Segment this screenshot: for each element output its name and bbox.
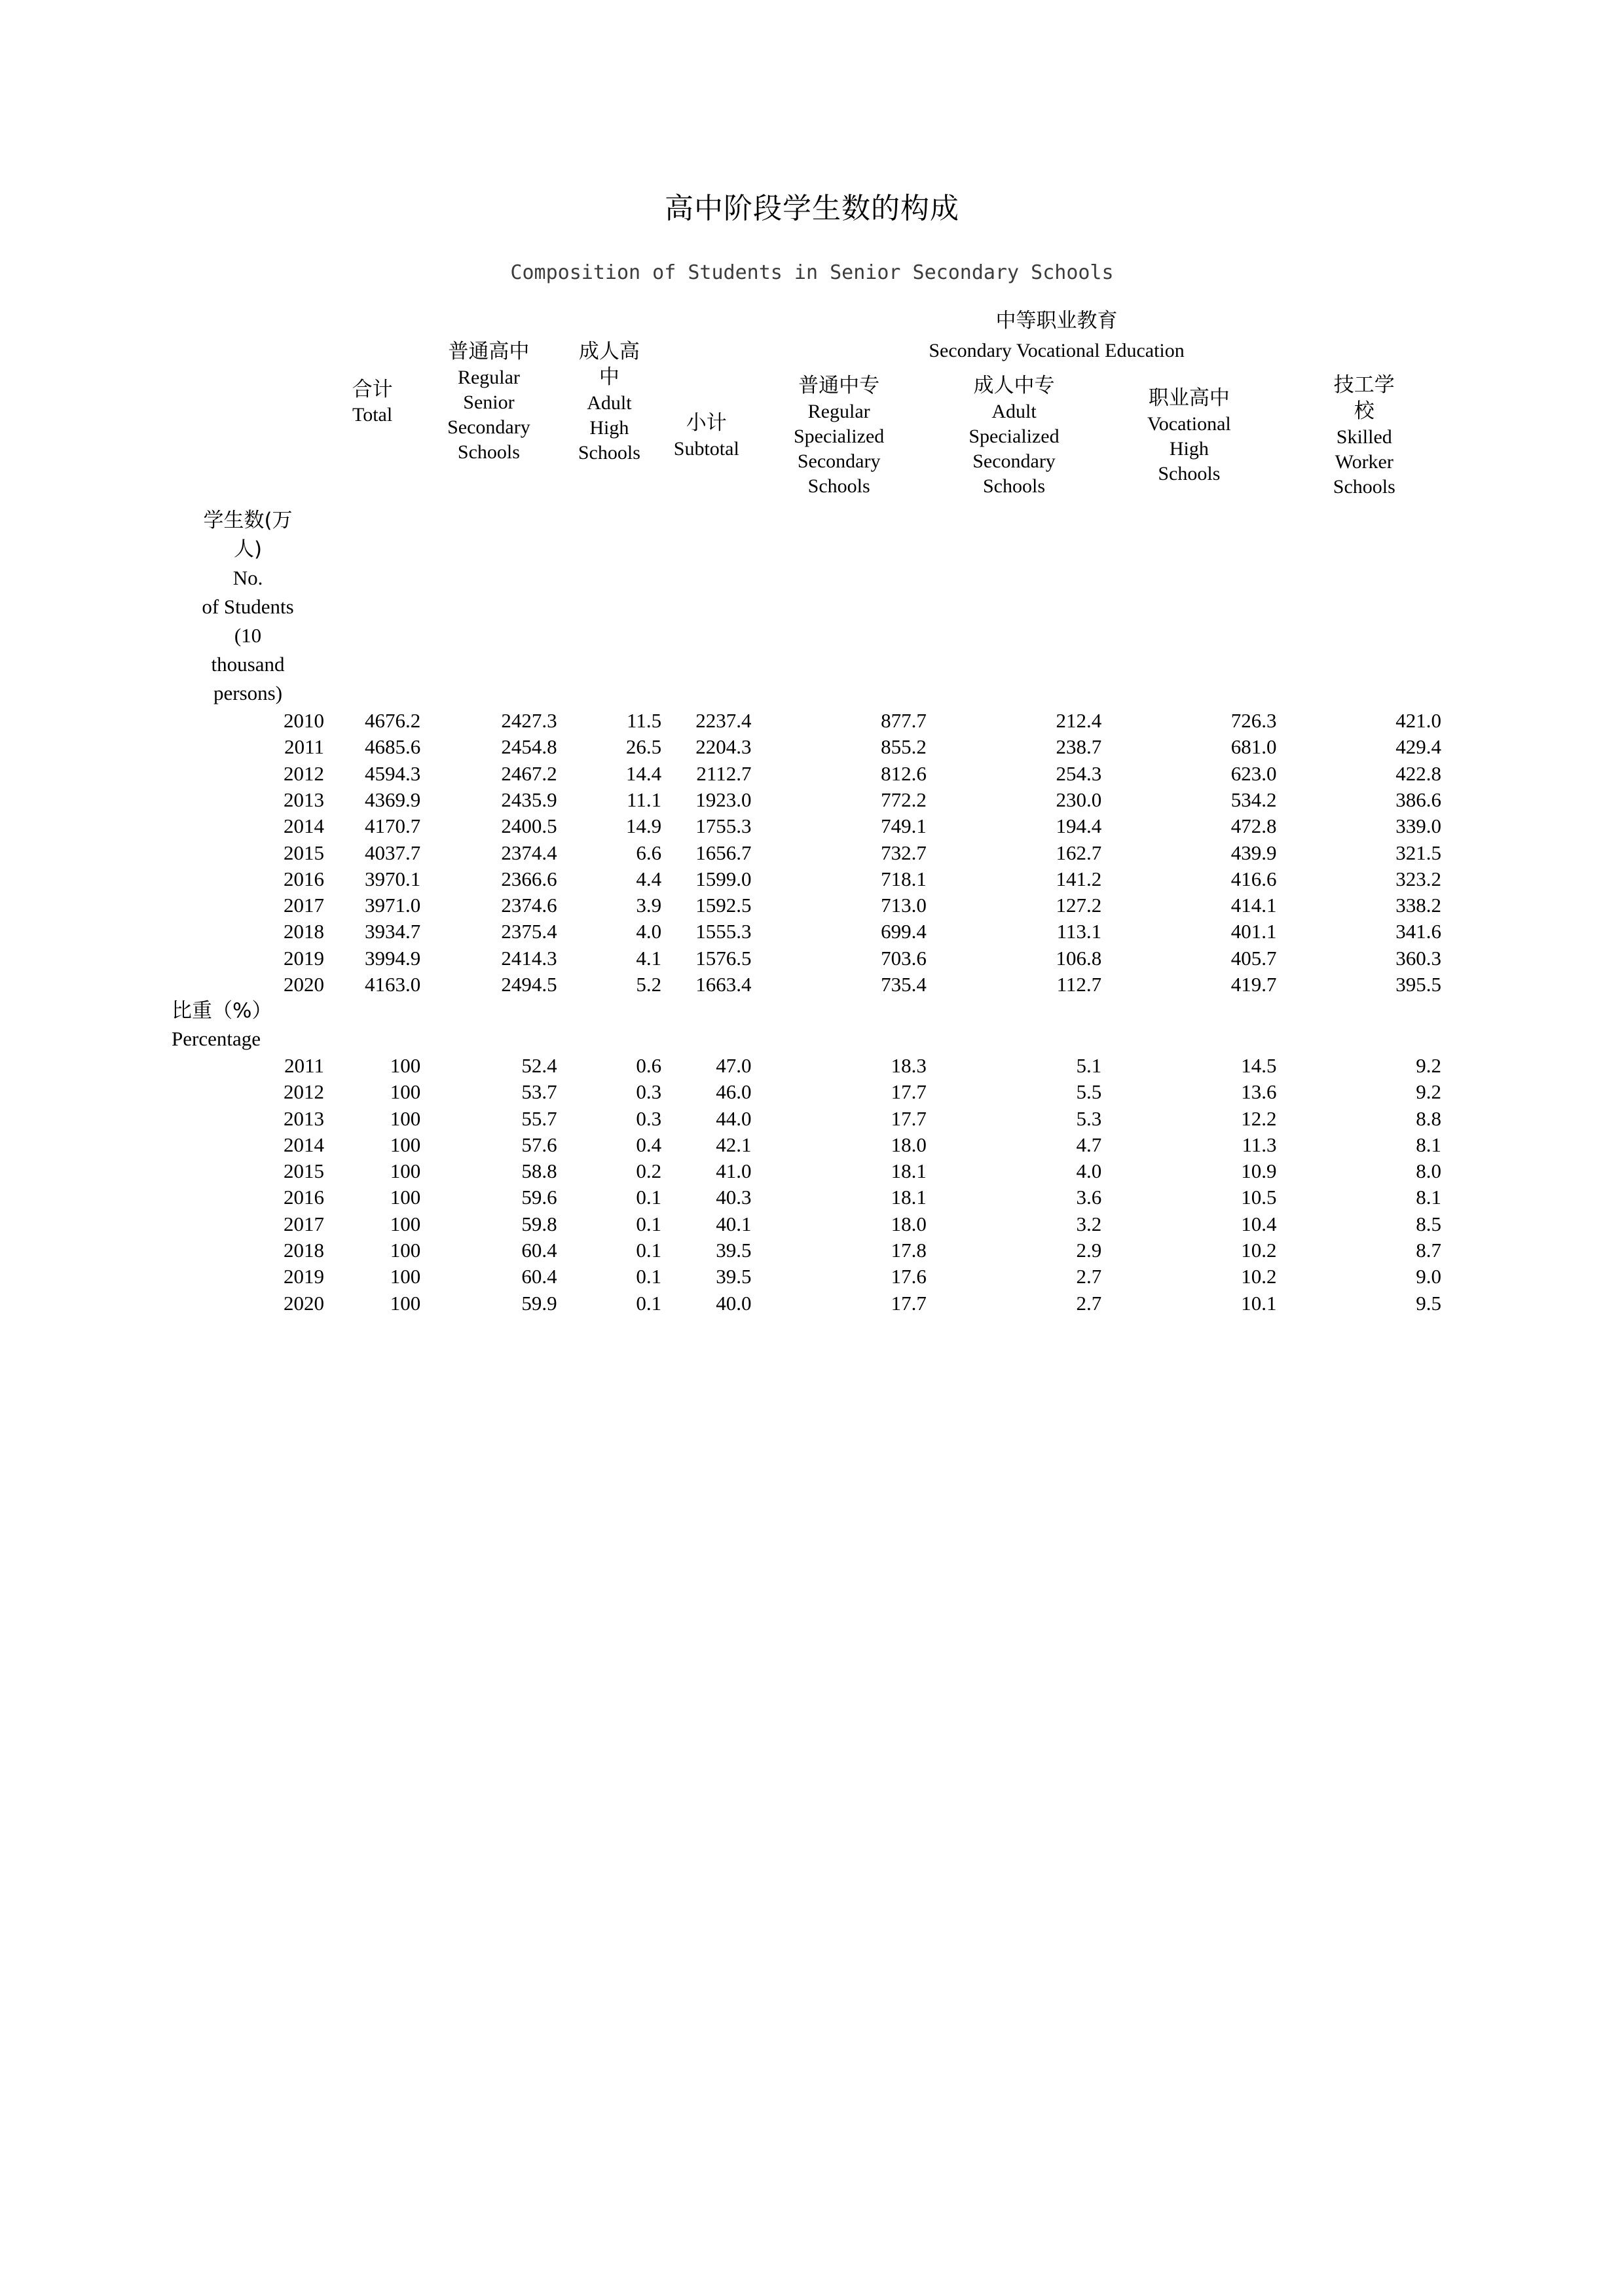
table-cell-value: 877.7 — [881, 709, 927, 733]
table-cell-value: 1599.0 — [695, 867, 752, 890]
table-cell-value: 9.5 — [1416, 1291, 1441, 1315]
table-row — [172, 1184, 1452, 1211]
table-cell-value: 18.1 — [891, 1159, 927, 1183]
row-year-label: 2010 — [284, 709, 325, 733]
table-cell-value: 718.1 — [881, 867, 927, 890]
table-cell-value: 39.5 — [716, 1265, 752, 1288]
table-cell-empty — [661, 506, 751, 708]
table-cell-value: 5.5 — [1076, 1080, 1102, 1104]
table-cell-value: 9.2 — [1416, 1080, 1441, 1104]
students-section-label-row — [172, 506, 1452, 708]
header-regular-specialized — [751, 369, 926, 506]
table-cell-value: 0.2 — [636, 1159, 662, 1183]
table-cell-value: 17.7 — [891, 1106, 927, 1130]
header-vocational-group-en: Secondary Vocational Education — [929, 340, 1185, 362]
row-year-label: 2018 — [284, 920, 325, 943]
table-row — [172, 1290, 1452, 1317]
students-section-label-line-1: 学生数(万 — [203, 508, 293, 532]
table-header — [172, 301, 1452, 506]
table-row — [172, 1079, 1452, 1105]
header-vocational-high-en-1: Vocational — [1147, 412, 1231, 435]
table-cell-value: 60.4 — [521, 1239, 557, 1262]
table-cell-value: 6.6 — [636, 841, 662, 864]
table-cell-empty — [1277, 998, 1452, 1053]
header-adult-high — [557, 301, 661, 506]
table-cell-value: 0.1 — [636, 1239, 662, 1262]
table-cell-value: 10.9 — [1241, 1159, 1277, 1183]
table-cell-value: 2.7 — [1076, 1291, 1102, 1315]
header-regular-senior — [420, 301, 557, 506]
table-cell-value: 9.2 — [1416, 1053, 1441, 1077]
table-cell-value: 2427.3 — [501, 709, 557, 733]
table-cell-value: 0.1 — [636, 1291, 662, 1315]
table-cell-value: 749.1 — [881, 814, 927, 838]
table-cell-value: 12.2 — [1241, 1106, 1277, 1130]
percentage-section-label-row — [172, 998, 1452, 1053]
table-cell-empty — [557, 506, 661, 708]
table-cell-value: 40.1 — [716, 1212, 752, 1235]
table-cell-value: 3.6 — [1076, 1186, 1102, 1209]
table-cell-value: 59.9 — [521, 1291, 557, 1315]
table-cell-value: 421.0 — [1395, 709, 1441, 733]
table-cell-value: 5.2 — [636, 973, 662, 996]
students-section-label-line-5: (10 — [234, 623, 262, 647]
header-regular-senior-cn: 普通高中 — [448, 340, 530, 364]
table-cell-value: 230.0 — [1056, 788, 1102, 811]
table-cell-value: 55.7 — [521, 1106, 557, 1130]
header-skilled-worker-cn-1: 技工学 — [1333, 373, 1395, 397]
table-cell-value: 11.5 — [627, 709, 662, 733]
table-cell-value: 3.2 — [1076, 1212, 1102, 1235]
table-cell-empty — [420, 998, 557, 1053]
table-cell-value: 1663.4 — [695, 973, 752, 996]
table-cell-value: 4.1 — [636, 946, 662, 970]
table-cell-value: 127.2 — [1056, 894, 1102, 917]
table-cell-empty — [1101, 506, 1276, 708]
table-cell-value: 812.6 — [881, 761, 927, 785]
table-cell-value: 4.0 — [1076, 1159, 1102, 1183]
header-stub-corner-lower — [172, 369, 324, 506]
table-cell-value: 2.9 — [1076, 1239, 1102, 1262]
statistics-table — [172, 301, 1452, 1317]
row-year-label: 2015 — [284, 841, 325, 864]
row-year-label: 2013 — [284, 1106, 325, 1130]
table-cell-value: 40.0 — [716, 1291, 752, 1315]
table-row — [172, 1158, 1452, 1184]
header-adult-high-cn-2: 中 — [599, 365, 619, 390]
students-section-label-line-7: persons) — [213, 682, 283, 705]
table-cell-value: 0.1 — [636, 1265, 662, 1288]
table-cell-value: 3.9 — [636, 894, 662, 917]
table-cell-value: 10.5 — [1241, 1186, 1277, 1209]
table-row — [172, 708, 1452, 734]
students-section-label-line-2: 人) — [233, 537, 263, 561]
table-cell-value: 1555.3 — [695, 920, 752, 943]
row-year-label: 2019 — [284, 946, 325, 970]
header-regular-specialized-en-3: Secondary — [797, 450, 881, 472]
table-cell-value: 395.5 — [1395, 973, 1441, 996]
table-cell-value: 2237.4 — [695, 709, 752, 733]
table-cell-value: 338.2 — [1395, 894, 1441, 917]
table-cell-value: 2494.5 — [501, 973, 557, 996]
row-year-label: 2012 — [284, 1080, 325, 1104]
table-cell-value: 0.3 — [636, 1080, 662, 1104]
table-cell-empty — [324, 506, 420, 708]
header-regular-senior-en-1: Regular — [457, 367, 520, 389]
table-cell-value: 1592.5 — [695, 894, 752, 917]
table-cell-value: 100 — [390, 1053, 421, 1077]
header-adult-high-en-3: Schools — [578, 442, 640, 464]
table-row — [172, 1132, 1452, 1158]
table-cell-value: 429.4 — [1395, 735, 1441, 759]
table-cell-value: 11.1 — [627, 788, 662, 811]
table-cell-value: 100 — [390, 1186, 421, 1209]
table-cell-empty — [557, 998, 661, 1053]
table-cell-value: 18.0 — [891, 1212, 927, 1235]
table-row — [172, 734, 1452, 760]
table-cell-value: 41.0 — [716, 1159, 752, 1183]
table-cell-value: 100 — [390, 1212, 421, 1235]
table-cell-value: 57.6 — [521, 1133, 557, 1156]
row-year-label: 2020 — [284, 973, 325, 996]
table-cell-value: 4170.7 — [364, 814, 421, 838]
table-row — [172, 919, 1452, 945]
table-cell-value: 0.3 — [636, 1106, 662, 1130]
header-subtotal-cn: 小计 — [686, 411, 727, 435]
table-cell-value: 8.1 — [1416, 1133, 1441, 1156]
header-regular-senior-en-3: Secondary — [447, 416, 530, 439]
header-adult-specialized-en-1: Adult — [991, 400, 1037, 422]
header-skilled-worker — [1277, 369, 1452, 506]
header-vocational-high-cn: 职业高中 — [1148, 386, 1230, 410]
table-cell-empty — [751, 998, 926, 1053]
table-cell-value: 59.8 — [521, 1212, 557, 1235]
table-cell-value: 100 — [390, 1291, 421, 1315]
table-cell-empty — [661, 998, 751, 1053]
table-cell-value: 42.1 — [716, 1133, 752, 1156]
table-cell-value: 321.5 — [1395, 841, 1441, 864]
table-cell-value: 2454.8 — [501, 735, 557, 759]
table-cell-value: 10.2 — [1241, 1265, 1277, 1288]
table-cell-value: 100 — [390, 1239, 421, 1262]
header-vocational-high — [1101, 369, 1276, 506]
header-total-en: Total — [352, 404, 393, 426]
table-cell-value: 1656.7 — [695, 841, 752, 864]
row-year-label: 2014 — [284, 814, 325, 838]
row-year-label: 2011 — [284, 1053, 325, 1077]
header-adult-specialized-en-3: Secondary — [972, 450, 1056, 472]
table-body — [172, 506, 1452, 1317]
students-section-label-line-6: thousand — [211, 653, 285, 676]
table-row — [172, 1264, 1452, 1290]
table-cell-value: 60.4 — [521, 1265, 557, 1288]
table-cell-value: 699.4 — [881, 920, 927, 943]
table-cell-value: 3934.7 — [364, 920, 421, 943]
row-year-label: 2015 — [284, 1159, 325, 1183]
table-cell-value: 254.3 — [1056, 761, 1102, 785]
table-cell-value: 732.7 — [881, 841, 927, 864]
row-year-label: 2016 — [284, 1186, 325, 1209]
table-cell-empty — [927, 506, 1101, 708]
table-cell-value: 44.0 — [716, 1106, 752, 1130]
table-cell-value: 59.6 — [521, 1186, 557, 1209]
table-cell-value: 100 — [390, 1133, 421, 1156]
table-cell-value: 18.3 — [891, 1053, 927, 1077]
row-year-label: 2018 — [284, 1239, 325, 1262]
table-cell-value: 472.8 — [1230, 814, 1277, 838]
table-cell-value: 8.0 — [1416, 1159, 1441, 1183]
table-cell-value: 39.5 — [716, 1239, 752, 1262]
table-cell-value: 401.1 — [1230, 920, 1277, 943]
table-cell-value: 4.0 — [636, 920, 662, 943]
header-group-row — [172, 301, 1452, 369]
table-row — [172, 1106, 1452, 1132]
header-adult-high-en-2: High — [589, 417, 629, 439]
table-row — [172, 813, 1452, 839]
table-cell-empty — [1277, 506, 1452, 708]
table-cell-empty — [927, 998, 1101, 1053]
table-cell-value: 2375.4 — [501, 920, 557, 943]
table-cell-empty — [324, 998, 420, 1053]
table-cell-value: 4369.9 — [364, 788, 421, 811]
table-cell-value: 341.6 — [1395, 920, 1441, 943]
table-cell-value: 2.7 — [1076, 1265, 1102, 1288]
table-cell-value: 8.8 — [1416, 1106, 1441, 1130]
table-cell-value: 14.5 — [1241, 1053, 1277, 1077]
row-year-label: 2013 — [284, 788, 325, 811]
table-cell-value: 4.4 — [636, 867, 662, 890]
header-adult-specialized-en-4: Schools — [983, 475, 1046, 498]
table-cell-value: 194.4 — [1056, 814, 1102, 838]
table-cell-value: 8.1 — [1416, 1186, 1441, 1209]
table-cell-value: 10.2 — [1241, 1239, 1277, 1262]
table-cell-value: 100 — [390, 1159, 421, 1183]
table-cell-value: 3994.9 — [364, 946, 421, 970]
row-year-label: 2020 — [284, 1291, 325, 1315]
table-cell-value: 5.1 — [1076, 1053, 1102, 1077]
table-cell-value: 2204.3 — [695, 735, 752, 759]
table-cell-value: 0.1 — [636, 1212, 662, 1235]
table-cell-value: 112.7 — [1056, 973, 1102, 996]
table-cell-value: 386.6 — [1395, 788, 1441, 811]
table-cell-value: 419.7 — [1230, 973, 1277, 996]
table-cell-value: 3970.1 — [364, 867, 421, 890]
table-cell-value: 534.2 — [1230, 788, 1277, 811]
table-cell-value: 18.0 — [891, 1133, 927, 1156]
table-cell-value: 47.0 — [716, 1053, 752, 1077]
header-skilled-worker-en-1: Skilled — [1336, 426, 1392, 448]
table-cell-value: 113.1 — [1056, 920, 1102, 943]
table-row — [172, 761, 1452, 787]
page-title-english: Composition of Students in Senior Secondary Schools — [510, 261, 1114, 284]
table-cell-value: 2467.2 — [501, 761, 557, 785]
row-year-label: 2016 — [284, 867, 325, 890]
row-year-label: 2017 — [284, 894, 325, 917]
table-cell-value: 40.3 — [716, 1186, 752, 1209]
table-cell-value: 323.2 — [1395, 867, 1441, 890]
table-cell-value: 13.6 — [1241, 1080, 1277, 1104]
table-cell-value: 713.0 — [881, 894, 927, 917]
header-stub-corner — [172, 301, 324, 369]
table-cell-value: 1755.3 — [695, 814, 752, 838]
table-cell-value: 14.4 — [625, 761, 662, 785]
header-adult-specialized — [927, 369, 1101, 506]
header-adult-specialized-cn: 成人中专 — [973, 374, 1055, 398]
table-cell-value: 53.7 — [521, 1080, 557, 1104]
table-cell-value: 162.7 — [1056, 841, 1102, 864]
table-cell-value: 2366.6 — [501, 867, 557, 890]
table-cell-value: 17.7 — [891, 1291, 927, 1315]
table-cell-value: 11.3 — [1242, 1133, 1277, 1156]
table-cell-value: 772.2 — [881, 788, 927, 811]
table-cell-value: 8.5 — [1416, 1212, 1441, 1235]
row-year-label: 2017 — [284, 1212, 325, 1235]
page-title-chinese: 高中阶段学生数的构成 — [665, 192, 959, 225]
header-regular-specialized-cn: 普通中专 — [798, 374, 880, 398]
table-cell-value: 726.3 — [1230, 709, 1277, 733]
table-cell-value: 422.8 — [1395, 761, 1441, 785]
table-cell-value: 2374.6 — [501, 894, 557, 917]
header-adult-specialized-en-2: Specialized — [969, 425, 1060, 447]
table-cell-value: 26.5 — [625, 735, 662, 759]
table-row — [172, 1211, 1452, 1237]
table-cell-value: 100 — [390, 1106, 421, 1130]
students-section-label-line-4: of Students — [202, 594, 294, 618]
row-year-label: 2012 — [284, 761, 325, 785]
table-row — [172, 787, 1452, 813]
statistics-table-wrapper — [172, 301, 1452, 1317]
table-cell-value: 703.6 — [881, 946, 927, 970]
table-row — [172, 840, 1452, 866]
students-section-label-line-3: No. — [232, 566, 263, 589]
header-skilled-worker-en-2: Worker — [1335, 450, 1393, 473]
header-total — [324, 301, 420, 506]
table-cell-value: 4594.3 — [364, 761, 421, 785]
table-cell-value: 339.0 — [1395, 814, 1441, 838]
table-cell-value: 18.1 — [891, 1186, 927, 1209]
header-total-cn: 合计 — [352, 377, 393, 401]
table-cell-value: 0.1 — [636, 1186, 662, 1209]
table-cell-value: 1576.5 — [695, 946, 752, 970]
table-cell-value: 855.2 — [881, 735, 927, 759]
row-year-label: 2019 — [284, 1265, 325, 1288]
header-adult-high-cn-1: 成人高 — [578, 339, 640, 363]
students-section-label — [172, 506, 324, 708]
header-vocational-group — [661, 301, 1452, 369]
table-cell-value: 10.4 — [1241, 1212, 1277, 1235]
table-cell-value: 58.8 — [521, 1159, 557, 1183]
table-cell-value: 46.0 — [716, 1080, 752, 1104]
table-cell-value: 439.9 — [1230, 841, 1277, 864]
header-subtotal-en: Subtotal — [673, 437, 739, 460]
table-cell-value: 623.0 — [1230, 761, 1277, 785]
table-cell-value: 2400.5 — [501, 814, 557, 838]
table-cell-value: 14.9 — [625, 814, 662, 838]
table-cell-value: 414.1 — [1230, 894, 1277, 917]
table-row — [172, 1053, 1452, 1079]
table-cell-value: 238.7 — [1056, 735, 1102, 759]
table-cell-empty — [420, 506, 557, 708]
percentage-section-label-cn: 比重（%） — [172, 999, 272, 1023]
table-cell-value: 106.8 — [1056, 946, 1102, 970]
table-cell-value: 4037.7 — [364, 841, 421, 864]
table-cell-value: 735.4 — [881, 973, 927, 996]
table-cell-value: 100 — [390, 1265, 421, 1288]
table-cell-value: 212.4 — [1056, 709, 1102, 733]
row-year-label: 2011 — [284, 735, 325, 759]
table-cell-value: 2435.9 — [501, 788, 557, 811]
table-cell-value: 100 — [390, 1080, 421, 1104]
header-regular-specialized-en-2: Specialized — [794, 425, 885, 447]
header-subtotal — [661, 369, 751, 506]
table-row — [172, 945, 1452, 972]
table-cell-value: 681.0 — [1230, 735, 1277, 759]
table-cell-value: 17.7 — [891, 1080, 927, 1104]
table-cell-value: 10.1 — [1241, 1291, 1277, 1315]
percentage-section-label — [172, 998, 324, 1053]
percentage-section-label-en: Percentage — [172, 1027, 261, 1051]
row-year-label: 2014 — [284, 1133, 325, 1156]
header-regular-senior-en-4: Schools — [457, 441, 520, 464]
table-cell-value: 416.6 — [1230, 867, 1277, 890]
table-row — [172, 1237, 1452, 1264]
table-cell-empty — [751, 506, 926, 708]
table-cell-value: 2414.3 — [501, 946, 557, 970]
table-cell-value: 5.3 — [1076, 1106, 1102, 1130]
table-row — [172, 866, 1452, 892]
table-cell-value: 360.3 — [1395, 946, 1441, 970]
table-cell-value: 8.7 — [1416, 1239, 1441, 1262]
header-regular-specialized-en-1: Regular — [807, 400, 870, 422]
table-cell-value: 0.6 — [636, 1053, 662, 1077]
header-skilled-worker-cn-2: 校 — [1354, 399, 1375, 423]
header-vocational-group-cn: 中等职业教育 — [995, 309, 1118, 333]
table-cell-value: 141.2 — [1056, 867, 1102, 890]
table-cell-value: 4676.2 — [364, 709, 421, 733]
table-row — [172, 972, 1452, 998]
header-vocational-high-en-3: Schools — [1158, 462, 1221, 484]
table-cell-value: 1923.0 — [695, 788, 752, 811]
table-cell-value: 4685.6 — [364, 735, 421, 759]
table-cell-value: 17.6 — [891, 1265, 927, 1288]
table-row — [172, 892, 1452, 919]
table-cell-value: 2112.7 — [696, 761, 752, 785]
table-cell-value: 4.7 — [1076, 1133, 1102, 1156]
table-cell-value: 0.4 — [636, 1133, 662, 1156]
table-cell-value: 52.4 — [521, 1053, 557, 1077]
header-vocational-high-en-2: High — [1169, 437, 1209, 460]
header-regular-senior-en-2: Senior — [463, 392, 515, 414]
table-cell-value: 405.7 — [1230, 946, 1277, 970]
table-cell-value: 2374.4 — [501, 841, 557, 864]
table-cell-value: 17.8 — [891, 1239, 927, 1262]
table-cell-value: 3971.0 — [364, 894, 421, 917]
table-cell-value: 9.0 — [1416, 1265, 1441, 1288]
header-regular-specialized-en-4: Schools — [807, 475, 870, 498]
table-cell-empty — [1101, 998, 1276, 1053]
header-adult-high-en-1: Adult — [587, 392, 632, 414]
table-cell-value: 4163.0 — [364, 973, 421, 996]
header-skilled-worker-en-3: Schools — [1333, 475, 1395, 498]
